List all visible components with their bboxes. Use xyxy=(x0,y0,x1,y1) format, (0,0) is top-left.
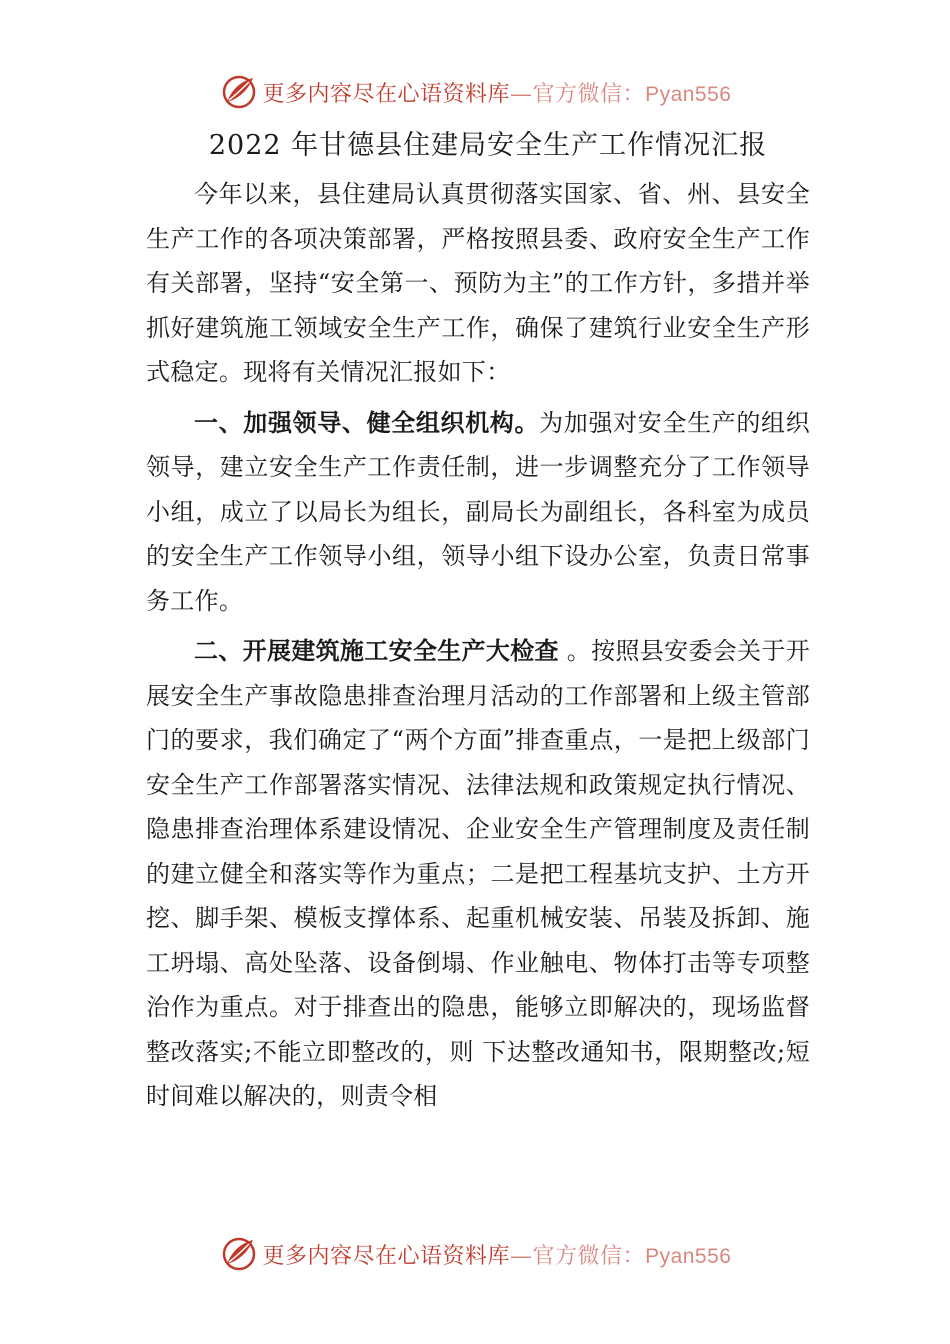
watermark-suffix: —官方微信： xyxy=(510,1243,646,1269)
document-body xyxy=(146,124,810,1119)
watermark-footer xyxy=(0,1232,950,1276)
paragraph-text: 今年以来，县住建局认真贯彻落实国家、省、州、县安全生产工作的各项决策部署，严格按照县委、政府安全生产工作有关部署，坚持“安全第一、预防为主”的工作方针，多措并举抓好建筑施工领域安全生产工作，确保了建筑行业安全生产形式稳定。现将有关情况汇报如下： xyxy=(146,180,810,386)
document-title: 2022 年甘德县住建局安全生产工作情况汇报 xyxy=(208,130,768,161)
paragraph-text: 。按照县安委会关于开展安全生产事故隐患排查治理月活动的工作部署和上级主管部门的要求，我们确定了“两个方面”排查重点，一是把上级部门安全生产工作部署落实情况、法律法规和政策规定执行情况、隐患排查治理体系建设情况、企业安全生产管理制度及责任制的建立健全和落实等作为重点；二是把工程基坑支护、土方开挖、脚手架、模板支撑体系、起重机械安装、吊装及拆卸、施工坍塌、高处坠落、设备倒塌、作业触电、物体打击等专项整治作为重点。对于排查出的隐患，能够立即解决的，现场监督整改落实;不能立即整改的，则 下达整改通知书，限期整改;短时间难以解决的，则责令相 xyxy=(146,637,810,1110)
section-heading-one: 一、加强领导、健全组织机构。 xyxy=(194,408,540,437)
section-heading-two: 二、开展建筑施工安全生产大检查 xyxy=(194,637,559,665)
watermark-prefix: 更多内容尽在心语资料库 xyxy=(262,81,511,107)
paragraph-text: 为加强对安全生产的组织领导，建立安全生产工作责任制，进一步调整充分了工作领导小组，成立了以局长为组长，副局长为副组长，各科室为成员的安全生产工作领导小组，领导小组下设办公室，负责日常事务工作。 xyxy=(146,408,810,615)
watermark-id: Pyan556 xyxy=(645,82,732,106)
leaf-logo-icon xyxy=(219,1234,259,1274)
watermark-prefix: 更多内容尽在心语资料库 xyxy=(262,1243,511,1269)
paragraph-intro xyxy=(146,172,810,395)
watermark-id: Pyan556 xyxy=(645,1244,732,1268)
paragraph-section-two xyxy=(146,629,810,1119)
watermark-header xyxy=(0,70,950,114)
watermark-suffix: —官方微信： xyxy=(510,81,646,107)
leaf-logo-icon xyxy=(219,72,259,112)
paragraph-section-one xyxy=(146,401,810,624)
